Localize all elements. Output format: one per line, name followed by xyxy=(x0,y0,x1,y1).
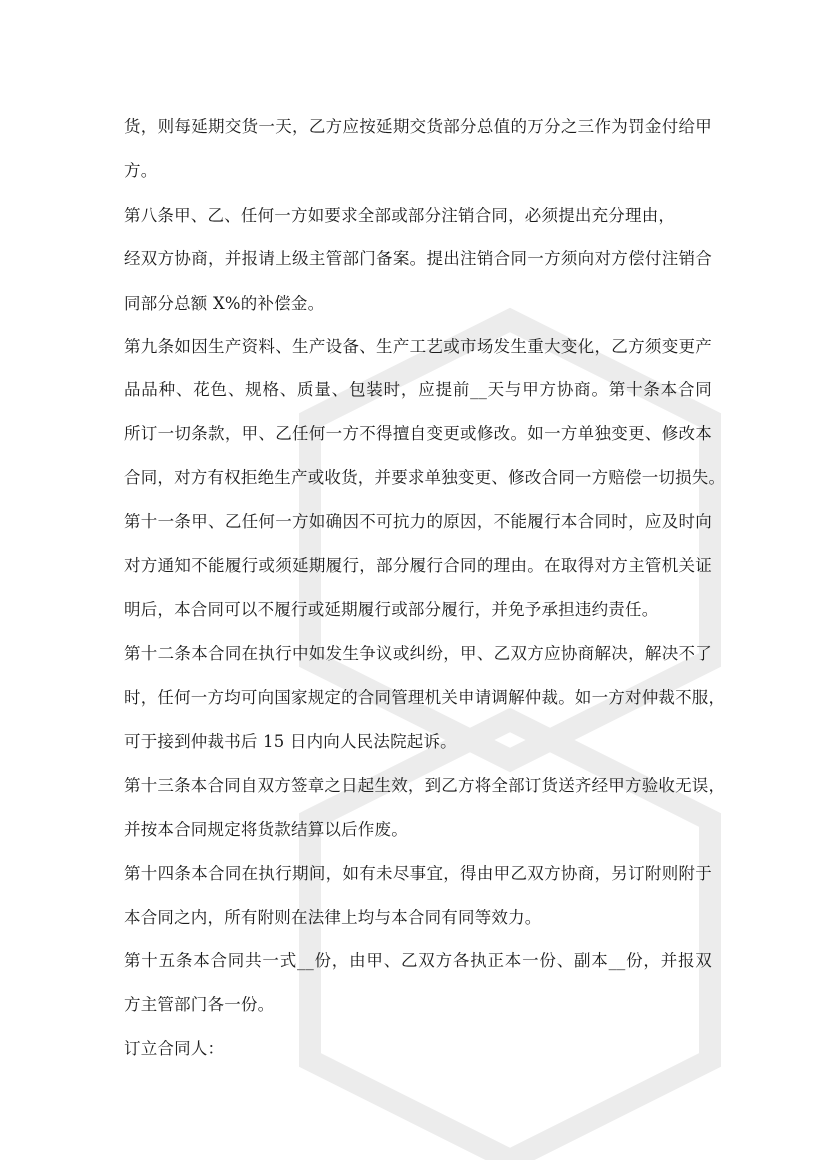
paragraph-line: 第十四条本合同在执行期间，如有未尽事宜，得由甲乙双方协商，另订附则附于 xyxy=(124,864,712,883)
paragraph-line: 所订一切条款，甲、乙任何一方不得擅自变更或修改。如一方单独变更、修改本 xyxy=(124,424,712,443)
paragraph-line: 第十五条本合同共一式__份，由甲、乙双方各执正本一份、副本__份，并报双 xyxy=(124,951,712,970)
paragraph-line: 时，任何一方均可向国家规定的合同管理机关申请调解仲裁。如一方对仲裁不服， xyxy=(124,688,726,707)
paragraph-line: 第九条如因生产资料、生产设备、生产工艺或市场发生重大变化，乙方须变更产 xyxy=(124,337,712,356)
paragraph-line: 第十三条本合同自双方签章之日起生效，到乙方将全部订货送齐经甲方验收无误， xyxy=(124,776,726,795)
paragraph-line: 第八条甲、乙、任何一方如要求全部或部分注销合同，必须提出充分理由， xyxy=(124,206,676,225)
paragraph-line: 品品种、花色、规格、质量、包装时，应提前__天与甲方协商。第十条本合同 xyxy=(124,380,712,399)
paragraph-line: 可于接到仲裁书后 15 日内向人民法院起诉。 xyxy=(124,732,457,751)
paragraph-line: 第十一条甲、乙任何一方如确因不可抗力的原因，不能履行本合同时，应及时向 xyxy=(124,512,712,531)
paragraph-line: 本合同之内，所有附则在法律上均与本合同有同等效力。 xyxy=(124,908,542,927)
paragraph-line: 明后，本合同可以不履行或延期履行或部分履行，并免予承担违约责任。 xyxy=(124,600,659,619)
paragraph-line: 方主管部门各一份。 xyxy=(124,995,275,1014)
paragraph-line: 同部分总额 X%的补偿金。 xyxy=(124,294,325,313)
signatory-label: 订立合同人： xyxy=(124,1039,225,1058)
paragraph-line: 第十二条本合同在执行中如发生争议或纠纷，甲、乙双方应协商解决，解决不了 xyxy=(124,644,712,663)
paragraph-line: 合同，对方有权拒绝生产或收货，并要求单独变更、修改合同一方赔偿一切损失。 xyxy=(124,468,726,487)
paragraph-line: 货，则每延期交货一天，乙方应按延期交货部分总值的万分之三作为罚金付给甲 xyxy=(124,117,712,136)
paragraph-line: 对方通知不能履行或须延期履行，部分履行合同的理由。在取得对方主管机关证 xyxy=(124,556,712,575)
paragraph-line: 方。 xyxy=(124,161,158,180)
paragraph-line: 并按本合同规定将货款结算以后作废。 xyxy=(124,820,408,839)
paragraph-line: 经双方协商，并报请上级主管部门备案。提出注销合同一方须向对方偿付注销合 xyxy=(124,249,712,268)
